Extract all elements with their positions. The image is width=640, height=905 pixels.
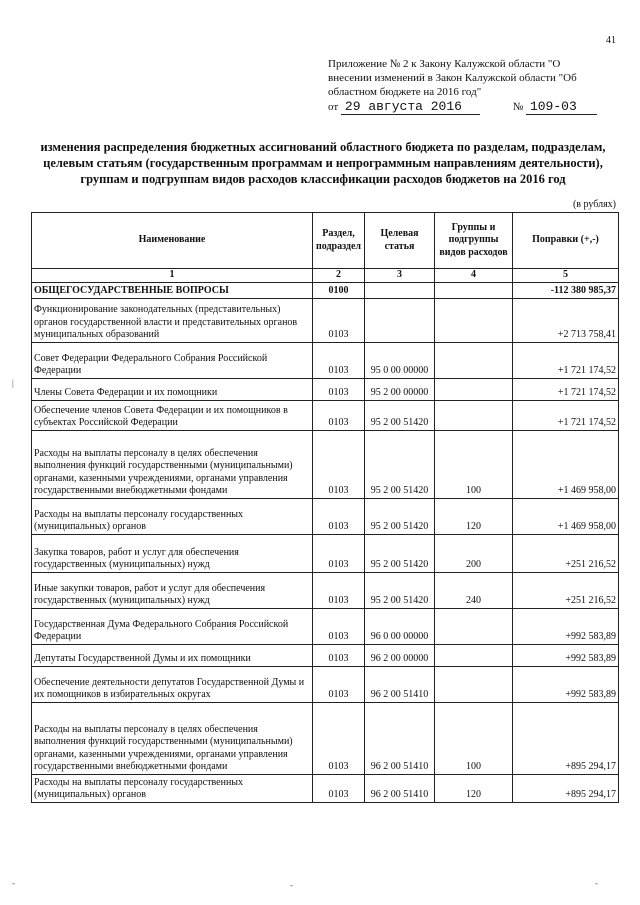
cell-section: 0103 bbox=[313, 298, 365, 342]
cell-name: Расходы на выплаты персоналу государственных (муниципальных) органов bbox=[32, 498, 313, 534]
scan-mark: - bbox=[290, 880, 293, 890]
col-number: 3 bbox=[365, 269, 435, 283]
law-date-number-row bbox=[328, 100, 618, 114]
cell-section: 0103 bbox=[313, 378, 365, 400]
col-number: 5 bbox=[513, 269, 619, 283]
cell-target: 95 0 00 00000 bbox=[365, 342, 435, 378]
col-header-section: Раздел, подраздел bbox=[313, 213, 365, 269]
from-label: от bbox=[328, 101, 339, 113]
cell-target: 95 2 00 51420 bbox=[365, 498, 435, 534]
cell-name: Совет Федерации Федерального Собрания Российской Федерации bbox=[32, 342, 313, 378]
cell-group: 240 bbox=[435, 572, 513, 608]
cell-target: 96 2 00 00000 bbox=[365, 644, 435, 666]
appendix-line-2: внесении изменений в Закон Калужской области "Об bbox=[328, 72, 577, 84]
cell-group: 120 bbox=[435, 498, 513, 534]
cell-amount: +1 469 958,00 bbox=[513, 430, 619, 498]
table-row bbox=[32, 702, 619, 774]
cell-target: 96 2 00 51410 bbox=[365, 702, 435, 774]
cell-name: Обеспечение членов Совета Федерации и их помощников в субъектах Российской Федерации bbox=[32, 400, 313, 430]
appendix-line-3: областном бюджете на 2016 год" bbox=[328, 86, 482, 98]
cell-amount: +2 713 758,41 bbox=[513, 298, 619, 342]
table-row bbox=[32, 400, 619, 430]
cell-section: 0103 bbox=[313, 644, 365, 666]
law-number: 109-03 bbox=[526, 99, 597, 115]
cell-name: Государственная Дума Федерального Собрания Российской Федерации bbox=[32, 608, 313, 644]
cell-group: 120 bbox=[435, 774, 513, 802]
cell-target: 95 2 00 00000 bbox=[365, 378, 435, 400]
cell-group: 100 bbox=[435, 702, 513, 774]
col-header-name: Наименование bbox=[32, 213, 313, 269]
table-row bbox=[32, 644, 619, 666]
cell-target bbox=[365, 282, 435, 298]
cell-target: 95 2 00 51420 bbox=[365, 534, 435, 572]
cell-target: 96 2 00 51410 bbox=[365, 666, 435, 702]
table-body bbox=[32, 282, 619, 802]
cell-target: 96 2 00 51410 bbox=[365, 774, 435, 802]
cell-target: 96 0 00 00000 bbox=[365, 608, 435, 644]
cell-name: Функционирование законодательных (представительных) органов государственной власти и представительных органов муниципальных образований bbox=[32, 298, 313, 342]
cell-name: Расходы на выплаты персоналу государственных (муниципальных) органов bbox=[32, 774, 313, 802]
cell-amount: +895 294,17 bbox=[513, 774, 619, 802]
cell-amount: +1 721 174,52 bbox=[513, 378, 619, 400]
cell-target: 95 2 00 51420 bbox=[365, 400, 435, 430]
cell-section: 0103 bbox=[313, 400, 365, 430]
cell-section: 0103 bbox=[313, 498, 365, 534]
table-row bbox=[32, 298, 619, 342]
scan-mark: - bbox=[595, 878, 598, 888]
table-row bbox=[32, 572, 619, 608]
cell-section: 0103 bbox=[313, 666, 365, 702]
appendix-line-1: Приложение № 2 к Закону Калужской области "О bbox=[328, 58, 561, 70]
cell-group bbox=[435, 644, 513, 666]
col-number: 2 bbox=[313, 269, 365, 283]
cell-amount: +992 583,89 bbox=[513, 608, 619, 644]
cell-name: Закупка товаров, работ и услуг для обеспечения государственных (муниципальных) нужд bbox=[32, 534, 313, 572]
cell-name: Члены Совета Федерации и их помощники bbox=[32, 378, 313, 400]
scan-mark: | bbox=[12, 378, 14, 388]
col-header-target: Целевая статья bbox=[365, 213, 435, 269]
cell-group bbox=[435, 666, 513, 702]
cell-name: Иные закупки товаров, работ и услуг для обеспечения государственных (муниципальных) нужд bbox=[32, 572, 313, 608]
document-title: изменения распределения бюджетных ассигнований областного бюджета по разделам, подразделам, целевым статьям (государственным программам и непрограммным направлениям деятельности), группам и подгруппам видов расходов классификации расходов бюджетов на 2016 год bbox=[40, 140, 606, 186]
cell-name: Расходы на выплаты персоналу в целях обеспечения выполнения функций государственными (муниципальными) органами, казенными учреждениями, органами управления государственными внебюджетными фондами bbox=[32, 430, 313, 498]
units-label: (в рублях) bbox=[572, 199, 616, 210]
col-header-amount: Поправки (+,-) bbox=[513, 213, 619, 269]
cell-amount: +251 216,52 bbox=[513, 534, 619, 572]
cell-group bbox=[435, 298, 513, 342]
col-number: 4 bbox=[435, 269, 513, 283]
cell-amount: +1 721 174,52 bbox=[513, 400, 619, 430]
appendix-header bbox=[328, 57, 618, 114]
cell-target: 95 2 00 51420 bbox=[365, 430, 435, 498]
table-row bbox=[32, 774, 619, 802]
table-row bbox=[32, 534, 619, 572]
cell-amount: +895 294,17 bbox=[513, 702, 619, 774]
cell-section: 0103 bbox=[313, 430, 365, 498]
table-row bbox=[32, 498, 619, 534]
table-row bbox=[32, 608, 619, 644]
cell-amount: +1 469 958,00 bbox=[513, 498, 619, 534]
cell-group bbox=[435, 400, 513, 430]
cell-section: 0100 bbox=[313, 282, 365, 298]
table-row bbox=[32, 282, 619, 298]
law-date: 29 августа 2016 bbox=[341, 99, 480, 115]
cell-group: 100 bbox=[435, 430, 513, 498]
page-number: 41 bbox=[606, 35, 616, 46]
cell-target bbox=[365, 298, 435, 342]
cell-section: 0103 bbox=[313, 702, 365, 774]
number-label: № bbox=[512, 101, 524, 113]
column-number-row bbox=[32, 269, 619, 283]
cell-group bbox=[435, 378, 513, 400]
table-row bbox=[32, 378, 619, 400]
col-number: 1 bbox=[32, 269, 313, 283]
cell-section: 0103 bbox=[313, 534, 365, 572]
cell-section: 0103 bbox=[313, 342, 365, 378]
table-row bbox=[32, 430, 619, 498]
cell-group: 200 bbox=[435, 534, 513, 572]
cell-group bbox=[435, 608, 513, 644]
cell-target: 95 2 00 51420 bbox=[365, 572, 435, 608]
budget-table bbox=[31, 212, 619, 803]
table-row bbox=[32, 342, 619, 378]
scan-mark: - bbox=[12, 878, 15, 888]
cell-amount: +992 583,89 bbox=[513, 644, 619, 666]
cell-name: Депутаты Государственной Думы и их помощники bbox=[32, 644, 313, 666]
cell-amount: -112 380 985,37 bbox=[513, 282, 619, 298]
header-row bbox=[32, 213, 619, 269]
cell-group bbox=[435, 282, 513, 298]
cell-amount: +1 721 174,52 bbox=[513, 342, 619, 378]
cell-amount: +251 216,52 bbox=[513, 572, 619, 608]
cell-name: Обеспечение деятельности депутатов Государственной Думы и их помощников в избирательных округах bbox=[32, 666, 313, 702]
col-header-group: Группы и подгруппы видов расходов bbox=[435, 213, 513, 269]
cell-section: 0103 bbox=[313, 774, 365, 802]
cell-amount: +992 583,89 bbox=[513, 666, 619, 702]
cell-group bbox=[435, 342, 513, 378]
cell-name: Расходы на выплаты персоналу в целях обеспечения выполнения функций государственными (муниципальными) органами, казенными учреждениями, органами управления государственными внебюджетными фондами bbox=[32, 702, 313, 774]
cell-section: 0103 bbox=[313, 608, 365, 644]
cell-name: ОБЩЕГОСУДАРСТВЕННЫЕ ВОПРОСЫ bbox=[32, 282, 313, 298]
table-row bbox=[32, 666, 619, 702]
cell-section: 0103 bbox=[313, 572, 365, 608]
